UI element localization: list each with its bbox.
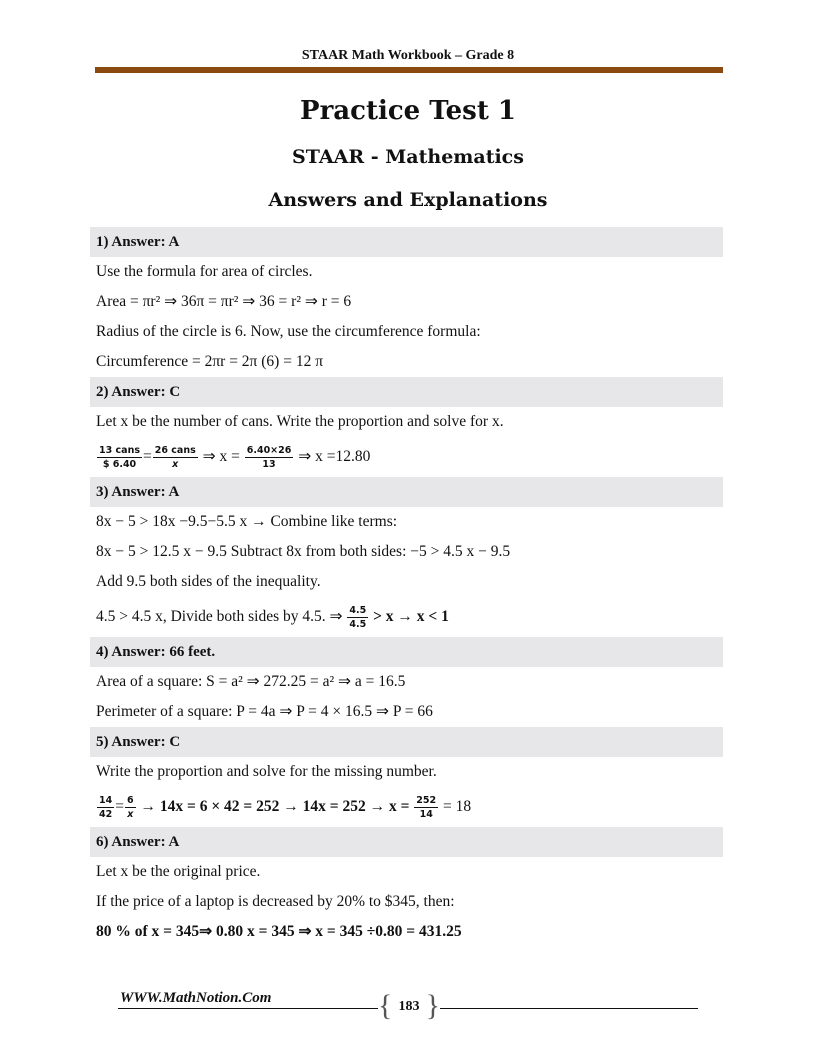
equation-text: ⇒ x = [202,448,240,465]
left-brace-icon: { [378,989,393,1022]
answer-1-line-2: Area = πr² ⇒ 36π = πr² ⇒ 36 = r² ⇒ r = 6 [96,293,352,310]
equation-text: → 14x = 6 × 42 = 252 → 14x = 252 → x = [140,798,410,815]
equation-text: 4.5 > 4.5 x, Divide both sides by 4.5. ⇒ [96,608,343,625]
answer-1-header: 1) Answer: A [90,227,723,257]
answer-3-line-1: 8x − 5 > 18x −9.5−5.5 x → Combine like terms: [96,513,398,530]
fraction: $\frac{6}{x}$ [126,794,134,820]
running-header: STAAR Math Workbook – Grade 8 [301,48,515,63]
answer-3-header: 3) Answer: A [90,477,723,507]
footer-website: WWW.MathNotion.Com [120,990,272,1006]
page-subtitle: STAAR - Mathematics [292,146,524,168]
fraction: $\frac{4.5}{4.5}$ [349,604,367,630]
answer-4-header: 4) Answer: 66 feet. [90,637,723,667]
fraction: $\frac{\text{13 cans}}{\$ 6.40}$ [99,444,140,470]
fraction: $\frac{\text{26 cans}}{x}$ [154,444,196,470]
answer-3-line-4 [90,597,723,637]
answers-list [90,227,723,947]
answer-3-line-3: Add 9.5 both sides of the inequality. [96,573,321,590]
answer-5-header: 5) Answer: C [90,727,723,757]
equation-result: ⇒ x =12.80 [298,448,371,465]
answer-4-line-1: Area of a square: S = a² ⇒ 272.25 = a² ⇒ a = 16.5 [96,673,406,690]
answer-3-line-2: 8x − 5 > 12.5 x − 9.5 Subtract 8x from both sides: −5 > 4.5 x − 9.5 [96,543,511,560]
answer-2-equation: $\frac{\text{13 cans}}{\$ 6.40}$ = $\frac{\text{26 cans}}{x}$ ⇒ x = $\frac{6.40\times 26}{13}$ ⇒ x =12.80 [99,444,371,470]
page-number: 183 [398,999,420,1014]
fraction: $\frac{252}{14}$ [416,794,437,820]
equation-result: > x → x < 1 [373,608,449,625]
answer-6-line-2: If the price of a laptop is decreased by 20% to $345, then: [96,893,455,910]
answer-6-header: 6) Answer: A [90,827,723,857]
answer-4-line-2: Perimeter of a square: P = 4a ⇒ P = 4 × 16.5 ⇒ P = 66 [96,703,433,720]
answer-6-line-3: 80 % of x = 345⇒ 0.80 x = 345 ⇒ x = 345 ÷0.80 = 431.25 [96,923,462,940]
answer-1-line-4: Circumference = 2πr = 2π (6) = 12 π [96,353,324,370]
equation-result: = 18 [443,798,472,815]
page-number-box [378,990,440,1024]
right-brace-icon: } [425,989,440,1022]
answer-2-line-1: Let x be the number of cans. Write the proportion and solve for x. [96,413,504,430]
answer-5-line-1: Write the proportion and solve for the missing number. [96,763,437,780]
page-title: Practice Test 1 [300,96,516,126]
answer-1-line-1: Use the formula for area of circles. [96,263,313,280]
fraction: $\frac{6.40\times 26}{13}$ [246,444,292,470]
header-rule [95,67,723,73]
section-title: Answers and Explanations [268,189,548,211]
answer-2-header: 2) Answer: C [90,377,723,407]
answer-1-line-3: Radius of the circle is 6. Now, use the circumference formula: [96,323,481,340]
fraction: $\frac{14}{42}$ [99,794,113,820]
answer-5-equation: $\frac{14}{42}$ = $\frac{6}{x}$ → 14x = 6 × 42 = 252 → 14x = 252 → x = $\frac{252}{14}$ = 18 [99,794,472,820]
answer-6-line-1: Let x be the original price. [96,863,261,880]
